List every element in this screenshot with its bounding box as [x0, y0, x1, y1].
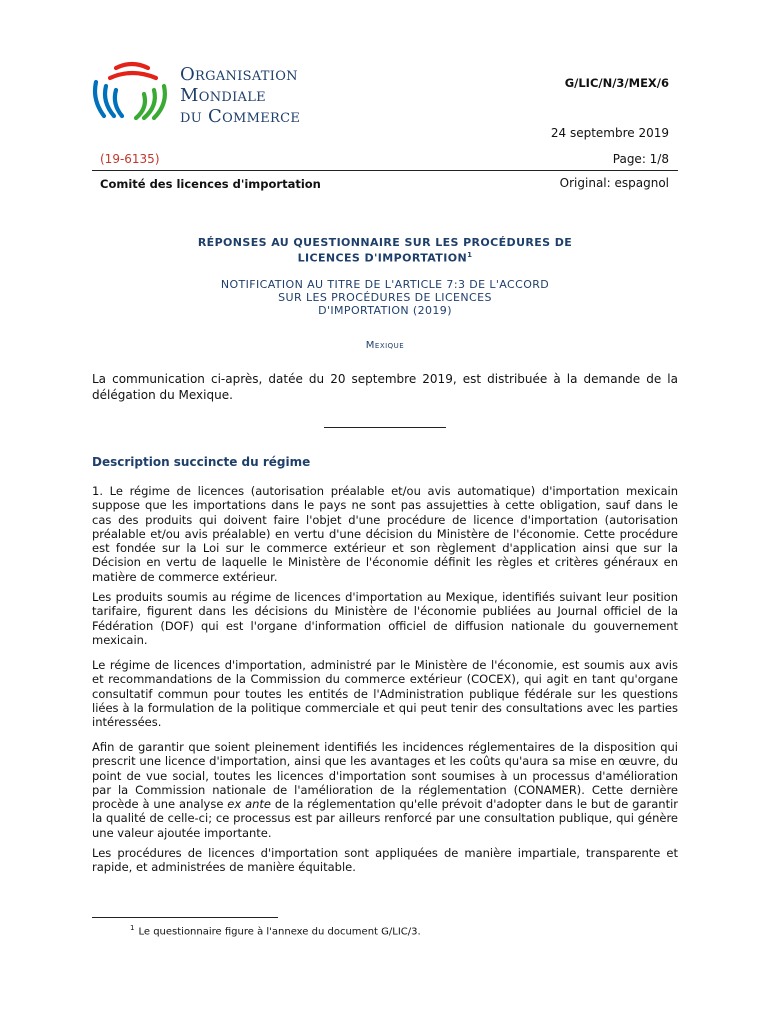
committee-name: Comité des licences d'importation — [100, 177, 321, 191]
section-heading: Description succincte du régime — [92, 455, 311, 469]
section-separator — [324, 427, 446, 428]
footnote-divider — [92, 917, 278, 918]
subtitle-line-1: NOTIFICATION AU TITRE DE L'ARTICLE 7:3 DE L'ACCORD — [220, 278, 550, 291]
organisation-name — [180, 64, 300, 127]
document-title — [92, 236, 678, 265]
footnote-number: 1 — [130, 924, 135, 932]
document-date: 24 septembre 2019 — [550, 126, 669, 140]
paragraph-4-part-1: Afin de garantir que soient pleinement identifiés les incidences réglementaires de la disposition qui prescrit une licence d'importation, ainsi que les avantages et les coûts qu'aura sa mise en œuvre, du point de vue social, toutes les licences d'importation sont soumises à un processus d'amélioration par la Commission nationale de l'amélioration de la réglementation (CONAMER). Cette dernière procède à une analyse — [92, 740, 678, 812]
original-language: Original: espagnol — [559, 176, 669, 190]
page-indicator: Page: 1/8 — [612, 152, 669, 166]
title-line-2-text: LICENCES D'IMPORTATION — [297, 251, 468, 265]
subtitle-line-3: D'IMPORTATION (2019) — [318, 304, 452, 317]
footnote — [130, 924, 421, 937]
wto-logo-icon — [90, 58, 170, 130]
job-number: (19-6135) — [100, 152, 160, 166]
footnote-text: Le questionnaire figure à l'annexe du document G/LIC/3. — [138, 926, 421, 938]
org-line-1: Organisation — [180, 64, 298, 85]
paragraph-4 — [92, 740, 678, 840]
org-line-2: Mondiale — [180, 85, 266, 106]
country-name: Mexique — [365, 340, 405, 351]
subtitle-line-2: SUR LES PROCÉDURES DE LICENCES — [278, 291, 492, 304]
paragraph-4-part-2: de la réglementation qu'elle prévoit d'adopter dans le but de garantir la qualité de celle-ci; ce processus est par ailleurs renforcé par une consultation publique, qui génère une valeur ajoutée importante. — [92, 797, 678, 840]
paragraph-1: 1. Le régime de licences (autorisation préalable et/ou avis automatique) d'importation mexicain suppose que les importations dans le pays ne sont pas assujetties à cette obligation, sauf dans le cas des produits qui doivent faire l'objet d'une procédure de licence d'importation (autorisation préalable et/ou avis préalable) en vertu d'une décision du Ministère de l'économie. Cette procédure est fondée sur la Loi sur le commerce extérieur et son règlement d'application ainsi que sur la Décision en vertu de laquelle le Ministère de l'économie définit les règles et critères généraux en matière de commerce extérieur. — [92, 484, 678, 584]
paragraph-3: Le régime de licences d'importation, administré par le Ministère de l'économie, est soumis aux avis et recommandations de la Commission du commerce extérieur (COCEX), qui agit en tant qu'organe consultatif commun pour toutes les entités de l'Administration publique fédérale sur les questions liées à la formulation de la politique commerciale et qui peut tenir des consultations avec les parties intéressées. — [92, 658, 678, 730]
document-subtitle — [92, 278, 678, 317]
intro-paragraph: La communication ci-après, datée du 20 septembre 2019, est distribuée à la demande de la délégation du Mexique. — [92, 372, 678, 402]
title-footnote-ref[interactable]: 1 — [467, 251, 473, 259]
org-line-3: du Commerce — [180, 106, 301, 127]
header-divider — [92, 170, 678, 171]
paragraph-4-italic: ex ante — [227, 797, 271, 812]
document-symbol: G/LIC/N/3/MEX/6 — [564, 76, 669, 90]
paragraph-5: Les procédures de licences d'importation sont appliquées de manière impartiale, transparente et rapide, et administrées de manière équitable. — [92, 846, 678, 875]
title-line-1: RÉPONSES AU QUESTIONNAIRE SUR LES PROCÉDURES DE — [197, 236, 573, 249]
title-line-2 — [92, 249, 678, 265]
paragraph-2: Les produits soumis au régime de licences d'importation au Mexique, identifiés suivant leur position tarifaire, figurent dans les décisions du Ministère de l'économie publiées au Journal officiel de la Fédération (DOF) qui est l'organe d'information officiel de diffusion nationale du gouvernement mexicain. — [92, 590, 678, 647]
